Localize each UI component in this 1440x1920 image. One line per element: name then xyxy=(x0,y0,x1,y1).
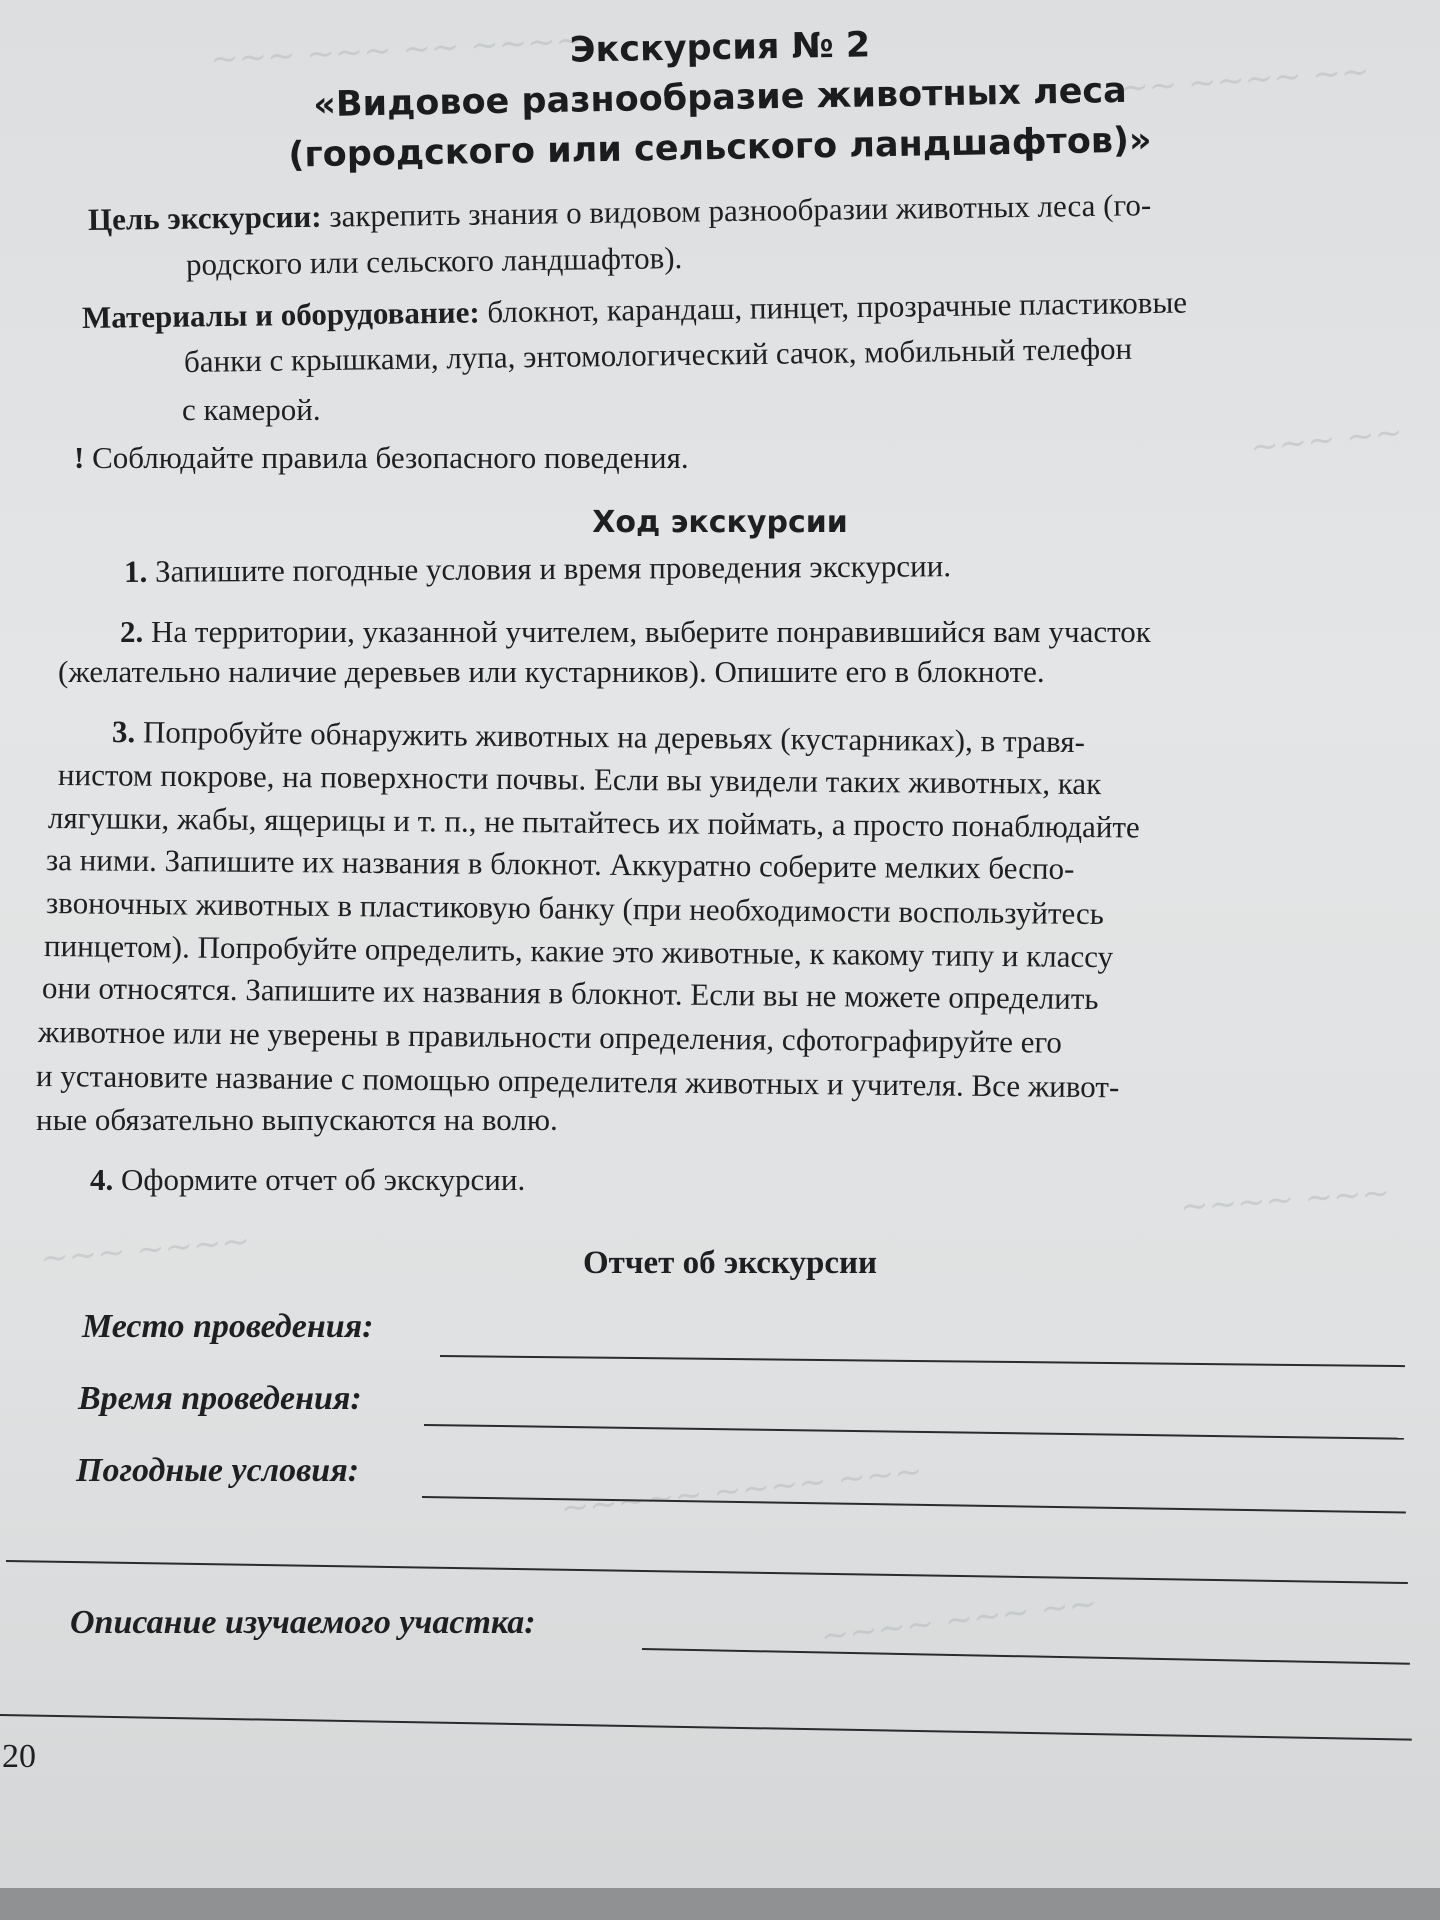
step-3-continuation: и установите название с помощью определителя животных и учителя. Все живот- xyxy=(35,1058,1120,1105)
step-number: 2. xyxy=(120,614,144,649)
weather-answer-line-2[interactable] xyxy=(6,1560,1408,1584)
excursion-title-line: «Видовое разнообразие животных леса xyxy=(312,70,1128,126)
step-3-continuation: за ними. Запишите их названия в блокнот. Аккуратно соберите мелких беспо- xyxy=(45,842,1075,886)
step-1 xyxy=(124,546,951,592)
goal-text: закрепить знания о видовом разнообразии животных леса (го- xyxy=(321,187,1152,234)
warning-mark-icon: ! xyxy=(74,440,85,475)
description-label: Описание изучаемого участка: xyxy=(70,1604,536,1641)
step-3-continuation: лягушки, жабы, ящерицы и т. п., не пытайтесь их поймать, а просто понаблюдайте xyxy=(47,800,1140,845)
materials-paragraph-continuation: банки с крышками, лупа, энтомологический сачок, мобильный телефон xyxy=(183,330,1133,379)
step-3-continuation: нистом покрове, на поверхности почвы. Если вы увидели таких животных, как xyxy=(57,757,1102,802)
bleed-through-scribble: ~~~~~ ~~~~ ~~~ xyxy=(558,1451,925,1529)
step-text: Запишите погодные условия и время проведения экскурсии. xyxy=(147,548,952,589)
time-label: Время проведения: xyxy=(78,1380,362,1417)
step-text: Оформите отчет об экскурсии. xyxy=(113,1162,526,1197)
step-3-continuation: они относятся. Запишите их названия в блокнот. Если вы не можете определить xyxy=(41,970,1099,1017)
excursion-title-line: (городского или сельского ландшафтов)» xyxy=(288,120,1152,176)
description-answer-line[interactable] xyxy=(642,1648,1410,1665)
bleed-through-scribble: ~~~~ ~~~ ~~ xyxy=(818,1583,1100,1657)
step-text: Попробуйте обнаружить животных на деревьях (кустарниках), в травя- xyxy=(135,714,1086,760)
step-4 xyxy=(90,1160,525,1200)
step-number: 3. xyxy=(111,714,136,750)
safety-note xyxy=(74,438,689,478)
place-label: Место проведения: xyxy=(82,1308,374,1345)
step-2 xyxy=(120,612,1151,652)
materials-text: блокнот, карандаш, пинцет, прозрачные пластиковые xyxy=(479,284,1188,330)
step-number: 4. xyxy=(90,1162,114,1197)
goal-paragraph-continuation: родского или сельского ландшафтов). xyxy=(185,240,683,282)
bleed-through-scribble: ~~~ ~~~~ xyxy=(38,1220,252,1280)
safety-text: Соблюдайте правила безопасного поведения. xyxy=(84,440,689,475)
step-3-continuation: животное или не уверены в правильности определения, сфотографируйте его xyxy=(37,1014,1063,1060)
bleed-through-scribble: ~~~~ ~~~ xyxy=(1178,1172,1392,1228)
step-2-continuation: (желательно наличие деревьев или кустарников). Опишите его в блокноте. xyxy=(58,654,1045,689)
excursion-number-title: Экскурсия № 2 xyxy=(569,25,871,71)
procedure-heading: Ход экскурсии xyxy=(592,505,848,540)
step-3-continuation: пинцетом). Попробуйте определить, какие это животные, к какому типу и классу xyxy=(43,928,1114,975)
materials-paragraph-continuation: с камерой. xyxy=(182,392,321,427)
step-number: 1. xyxy=(123,553,148,589)
report-heading: Отчет об экскурсии xyxy=(582,1245,878,1281)
materials-label: Материалы и оборудование: xyxy=(81,294,480,335)
bleed-through-scribble: ~~ ~~~~ ~~ xyxy=(1118,51,1371,109)
bleed-through-scribble: ~~~ ~~~ ~~ ~~~~ xyxy=(209,20,586,80)
goal-paragraph xyxy=(88,185,1152,240)
goal-label: Цель экскурсии: xyxy=(87,198,322,237)
step-3-continuation: ные обязательно выпускаются на волю. xyxy=(36,1102,558,1137)
step-text: На территории, указанной учителем, выберите понравившийся вам участок xyxy=(143,614,1151,649)
weather-label: Погодные условия: xyxy=(76,1452,360,1489)
bleed-through-scribble: ~~~ ~~ xyxy=(1248,412,1405,468)
page-bottom-edge xyxy=(0,1888,1440,1920)
step-3-continuation: звоночных животных в пластиковую банку (при необходимости воспользуйтесь xyxy=(45,885,1105,932)
place-answer-line[interactable] xyxy=(440,1355,1405,1367)
description-answer-line-2[interactable] xyxy=(0,1714,1412,1741)
step-3 xyxy=(112,712,1085,762)
page-number: 20 xyxy=(2,1738,36,1775)
time-answer-line[interactable] xyxy=(424,1424,1404,1440)
